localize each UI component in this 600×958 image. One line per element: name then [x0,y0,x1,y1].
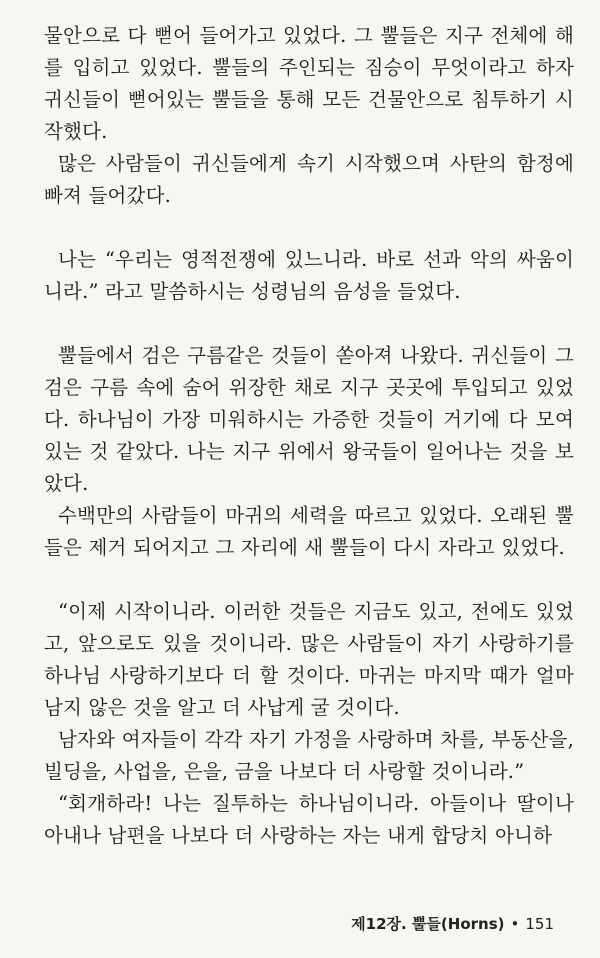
page-footer [351,913,554,934]
paragraph: 남자와 여자들이 각각 자기 가정을 사랑하며 차를, 부동산을, 빌딩을, 사업을, 은을, 금을 나보다 더 사랑할 것이니라.” [44,728,574,783]
paragraph: “회개하라! 나는 질투하는 하나님이니라. 아들이나 딸이나 아내나 남편을 나보다 더 사랑하는 자는 내게 합당치 아니하 [44,792,574,847]
paragraph: 물안으로 다 뻗어 들어가고 있었다. 그 뿔들은 지구 전체에 해를 입히고 있었다. 뿔들의 주인되는 짐승이 무엇이라고 하자 귀신들이 뻗어있는 뿔들을 통해 모든 건물안으로 침투하기 시작했다. [44,24,574,143]
page-number: 151 [525,915,554,933]
body-text [44,20,574,852]
paragraph: 뿔들에서 검은 구름같은 것들이 쏟아져 나왔다. 귀신들이 그 검은 구름 속에 숨어 위장한 채로 지구 곳곳에 투입되고 있었다. 하나님이 가장 미워하시는 가증한 것들이 거기에 다 모여 있는 것 같았다. 나는 지구 위에서 왕국들이 일어나는 것을 보았다. [44,344,574,495]
paragraph: 수백만의 사람들이 마귀의 세력을 따르고 있었다. 오래된 뿔들은 제거 되어지고 그 자리에 새 뿔들이 다시 자라고 있었다. [44,504,574,559]
footer-separator: • [510,915,520,933]
paragraph: 많은 사람들이 귀신들에게 속기 시작했으며 사탄의 함정에 빠져 들어갔다. [44,152,574,207]
chapter-title: 제12장. 뿔들(Horns) [351,915,505,933]
paragraph: 나는 “우리는 영적전쟁에 있느니라. 바로 선과 악의 싸움이니라.” 라고 말씀하시는 성령님의 음성을 들었다. [44,248,574,303]
paragraph: “이제 시작이니라. 이러한 것들은 지금도 있고, 전에도 있었고, 앞으로도 있을 것이니라. 많은 사람들이 자기 사랑하기를 하나님 사랑하기보다 더 할 것이다. 마귀는 마지막 때가 얼마 남지 않은 것을 알고 더 사납게 굴 것이다. [44,600,574,719]
